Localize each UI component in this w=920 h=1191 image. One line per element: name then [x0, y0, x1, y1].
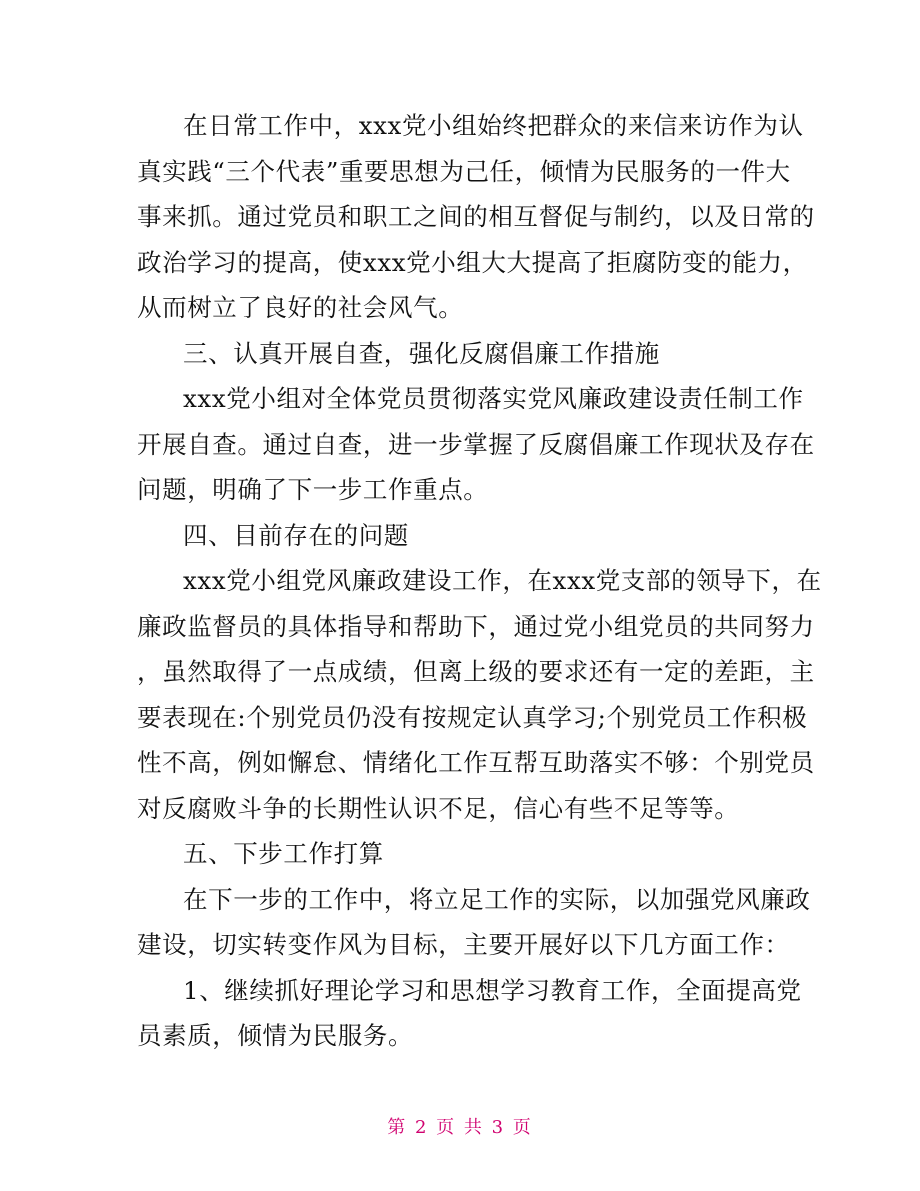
paragraph-line: 要表现在:个别党员仍没有按规定认真学习;个别党员工作积极: [137, 702, 808, 732]
paragraph-line: 性不高，例如懈怠、情绪化工作互帮互助落实不够：个别党员: [137, 748, 815, 777]
paragraph-line: 对反腐败斗争的长期性认识不足，信心有些不足等等。: [137, 793, 740, 823]
paragraph-line: 从而树立了良好的社会风气。: [137, 293, 464, 322]
paragraph-line: 建设，切实转变作风为目标，主要开展好以下几方面工作：: [137, 930, 790, 959]
paragraph-line: 政治学习的提高，使xxx党小组大大提高了拒腐防变的能力，: [137, 247, 808, 277]
paragraph-line: xxx党小组对全体党员贯彻落实党风廉政建设责任制工作: [183, 384, 804, 413]
paragraph-line: ，虽然取得了一点成绩，但离上级的要求还有一定的差距，主: [137, 657, 815, 686]
document-body: [137, 103, 822, 1059]
list-item-line: 员素质，倾情为民服务。: [137, 1021, 414, 1050]
paragraph-line: xxx党小组党风廉政建设工作，在xxx党支部的领导下，在: [183, 566, 822, 595]
paragraph-line: 廉政监督员的具体指导和帮助下，通过党小组党员的共同努力: [137, 611, 815, 641]
section-heading: 五、下步工作打算: [183, 839, 384, 868]
paragraph-line: 在下一步的工作中，将立足工作的实际，以加强党风廉政: [183, 884, 811, 914]
page-number-footer: 第 2 页 共 3 页: [387, 1117, 533, 1138]
paragraph-line: 在日常工作中，xxx党小组始终把群众的来信来访作为认: [183, 111, 804, 140]
section-heading: 四、目前存在的问题: [183, 520, 409, 550]
section-heading: 三、认真开展自查，强化反腐倡廉工作措施: [183, 338, 660, 368]
paragraph-line: 开展自查。通过自查，进一步掌握了反腐倡廉工作现状及存在: [137, 429, 815, 459]
paragraph-line: 事来抓。通过党员和职工之间的相互督促与制约，以及日常的: [137, 202, 815, 231]
list-item-line: 1、继续抓好理论学习和思想学习教育工作，全面提高党: [183, 975, 802, 1005]
paragraph-line: 问题，明确了下一步工作重点。: [137, 475, 489, 504]
paragraph-line: 真实践“三个代表”重要思想为己任，倾情为民服务的一件大: [137, 156, 791, 186]
